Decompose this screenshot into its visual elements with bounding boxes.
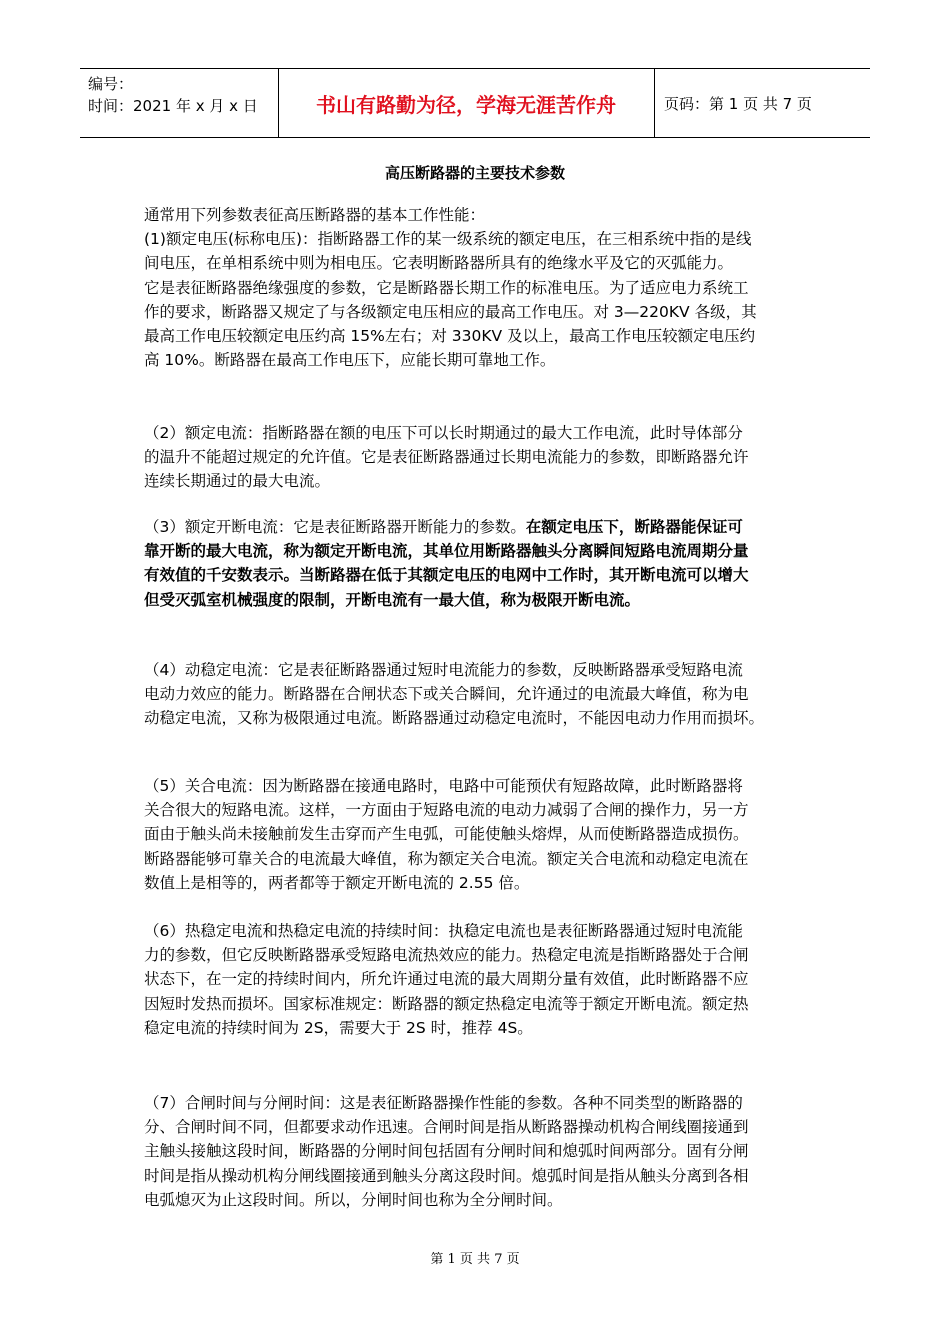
paragraph-3	[144, 515, 812, 612]
text-line: (1)额定电压(标称电压)：指断路器工作的某一级系统的额定电压，在三相系统中指的是线	[144, 230, 752, 249]
paragraph-6	[144, 919, 812, 1040]
paragraph-7	[144, 1091, 812, 1212]
text-line: 面由于触头尚未接触前发生击穿而产生电弧，可能使触头熔焊，从而使断路器造成损伤。	[144, 825, 749, 844]
text-line: 力的参数，但它反映断路器承受短路电流热效应的能力。热稳定电流是指断路器处于合闸	[144, 946, 749, 965]
bold-text-line: 有效值的千安数表示。当断路器在低于其额定电压的电网中工作时，其开断电流可以增大	[144, 566, 749, 585]
page-info: 页码：第 1 页 共 7 页	[664, 95, 812, 113]
text-line: 断路器能够可靠关合的电流最大峰值，称为额定关合电流。额定关合电流和动稳定电流在	[144, 849, 749, 868]
text-line	[144, 515, 812, 539]
text-line: 它是表征断路器绝缘强度的参数，它是断路器长期工作的标准电压。为了适应电力系统工	[144, 278, 749, 297]
text-line: 关合很大的短路电流。这样，一方面由于短路电流的电动力减弱了合闸的操作力，另一方	[144, 801, 749, 820]
text-line: 时间是指从操动机构分闸线圈接通到触头分离这段时间。熄弧时间是指从触头分离到各相	[144, 1166, 749, 1185]
text-line: 最高工作电压较额定电压约高 15%左右；对 330KV 及以上，最高工作电压较额定电压约	[144, 327, 756, 346]
text-line: 电动力效应的能力。断路器在合闸状态下或关合瞬间，允许通过的电流最大峰值，称为电	[144, 685, 749, 704]
text-line: （2）额定电流：指断路器在额的电压下可以长时期通过的最大工作电流，此时导体部分	[144, 424, 743, 442]
text-line: 间电压，在单相系统中则为相电压。它表明断路器所具有的绝缘水平及它的灭弧能力。	[144, 254, 734, 273]
text-line: 分、合闸时间不同，但都要求动作迅速。合闸时间是指从断路器操动机构合闸线圈接通到	[144, 1118, 749, 1137]
text-line: （7）合闸时间与分闸时间：这是表征断路器操作性能的参数。各种不同类型的断路器的	[144, 1094, 743, 1112]
paragraph-5	[144, 774, 812, 895]
text-line: （6）热稳定电流和热稳定电流的持续时间：执稳定电流也是表征断路器通过短时电流能	[144, 922, 743, 940]
text-line: 状态下，在一定的持续时间内，所允许通过电流的最大周期分量有效值，此时断路器不应	[144, 970, 749, 989]
text-line: 数值上是相等的，两者都等于额定开断电流的 2.55 倍。	[144, 873, 530, 892]
paragraph-2	[144, 421, 812, 494]
motto: 书山有路勤为径，学海无涯苦作舟	[316, 93, 616, 117]
header-divider	[654, 69, 655, 137]
intro-line: 通常用下列参数表征高压断路器的基本工作性能：	[144, 206, 486, 224]
date-label: 时间：2021 年 x 月 x 日	[88, 97, 258, 115]
bold-text-run: 在额定电压下，断路器能保证可	[525, 518, 743, 536]
number-label: 编号：	[88, 75, 134, 93]
paragraph-1	[144, 203, 812, 372]
text-line: 连续长期通过的最大电流。	[144, 472, 331, 491]
text-run: （3）额定开断电流：它是表征断路器开断能力的参数。	[144, 518, 526, 536]
text-line: 稳定电流的持续时间为 2S，需要大于 2S 时，推荐 4S。	[144, 1018, 533, 1037]
text-line: 动稳定电流，又称为极限通过电流。断路器通过动稳定电流时，不能因电动力作用而损坏。	[144, 709, 765, 728]
text-line: 作的要求，断路器又规定了与各级额定电压相应的最高工作电压。对 3—220KV 各级，其	[144, 302, 757, 321]
paragraph-4	[144, 658, 812, 731]
text-line: （5）关合电流：因为断路器在接通电路时，电路中可能预伏有短路故障，此时断路器将	[144, 777, 743, 795]
text-line: 高 10%。断路器在最高工作电压下，应能长期可靠地工作。	[144, 351, 556, 370]
bold-text-line: 靠开断的最大电流，称为额定开断电流，其单位用断路器触头分离瞬间短路电流周期分量	[144, 542, 749, 561]
document-title: 高压断路器的主要技术参数	[384, 164, 565, 182]
header-table	[80, 68, 870, 138]
header-meta	[88, 73, 258, 117]
text-line: 主触头接触这段时间，断路器的分闸时间包括固有分闸时间和熄弧时间两部分。固有分闸	[144, 1142, 749, 1161]
text-line: 的温升不能超过规定的允许值。它是表征断路器通过长期电流能力的参数，即断路器允许	[144, 448, 749, 467]
bold-text-line: 但受灭弧室机械强度的限制，开断电流有一最大值，称为极限开断电流。	[144, 590, 641, 609]
text-line: 电弧熄灭为止这段时间。所以，分闸时间也称为全分闸时间。	[144, 1190, 563, 1209]
text-line: 因短时发热而损坏。国家标准规定：断路器的额定热稳定电流等于额定开断电流。额定热	[144, 994, 749, 1013]
text-line: （4）动稳定电流：它是表征断路器通过短时电流能力的参数，反映断路器承受短路电流	[144, 661, 743, 679]
page-footer: 第 1 页 共 7 页	[430, 1252, 520, 1267]
